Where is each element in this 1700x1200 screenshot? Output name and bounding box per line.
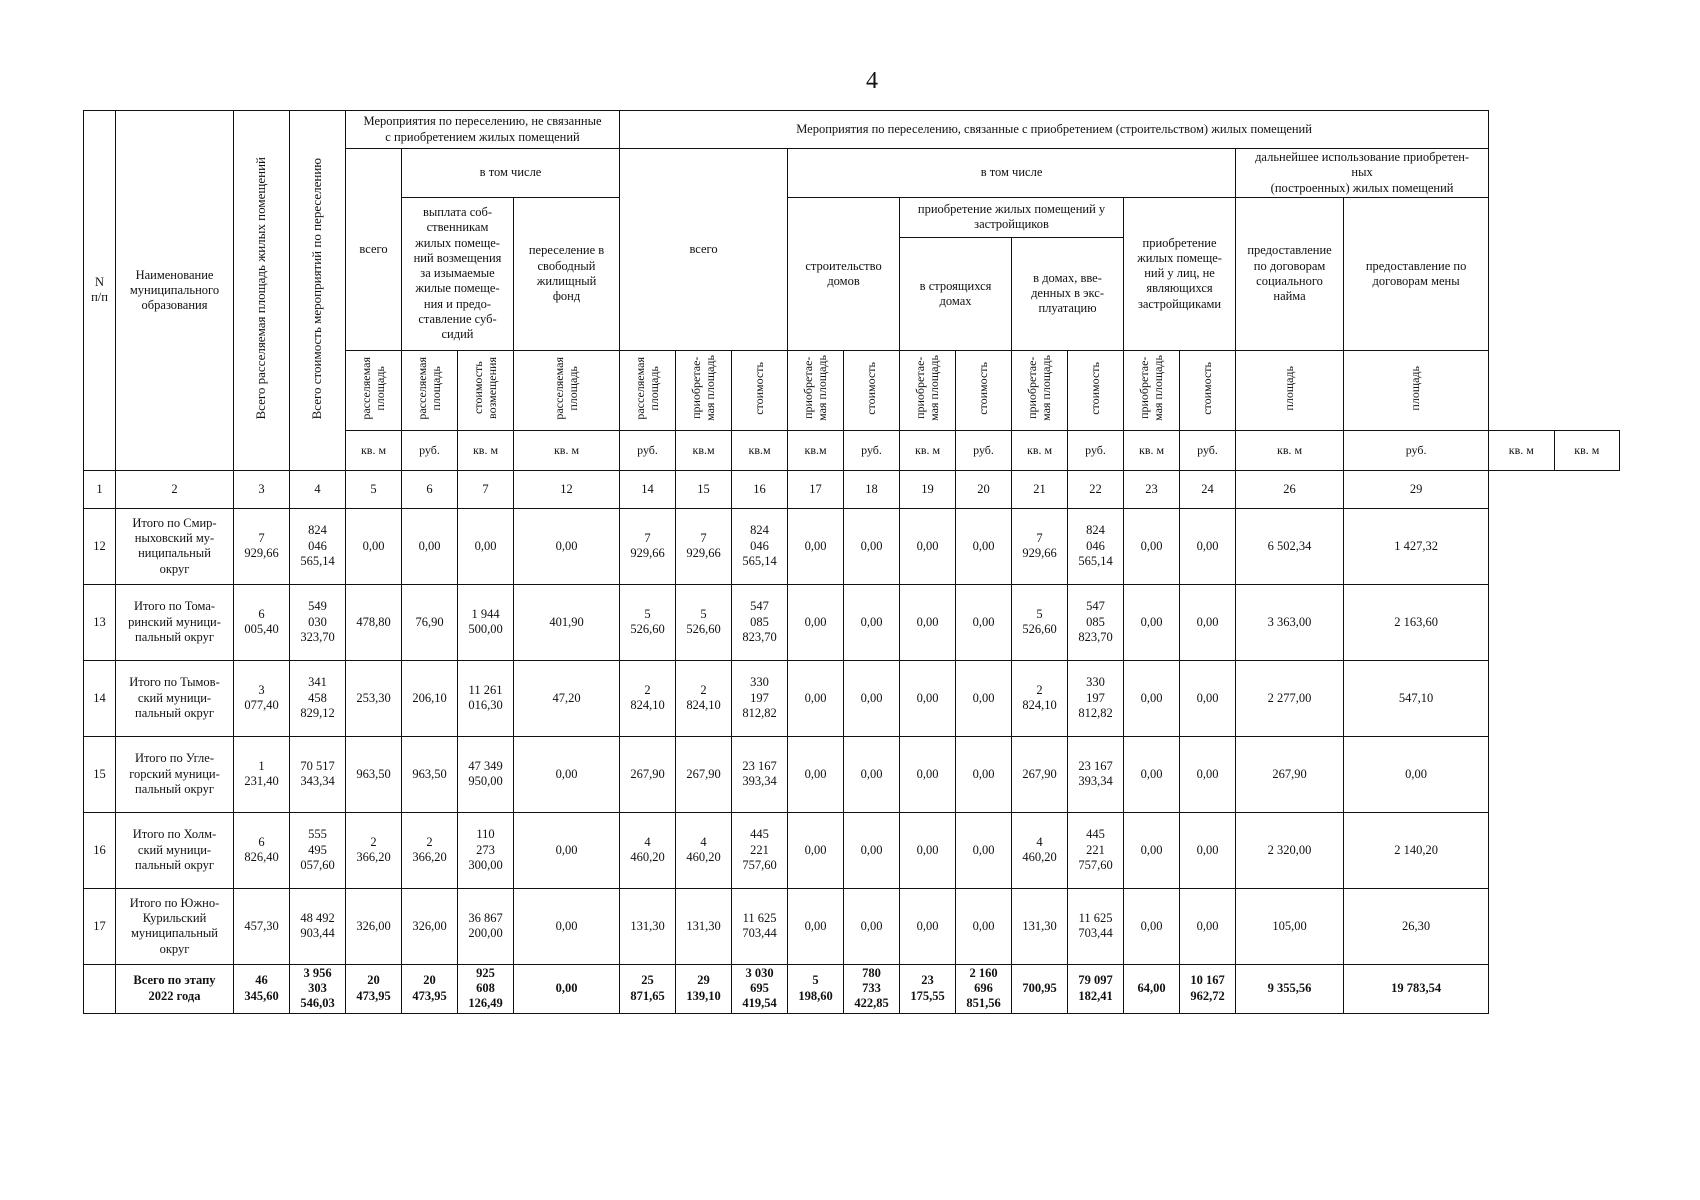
row-number: 13 [84, 584, 116, 660]
value-cell: 0,00 [1124, 584, 1180, 660]
value-cell: 4 460,20 [620, 812, 676, 888]
sub-area: площадь [1344, 350, 1489, 430]
column-number: 17 [788, 470, 844, 508]
value-cell: 2 824,10 [676, 660, 732, 736]
value-cell: 267,90 [676, 736, 732, 812]
value-cell: 0,00 [402, 508, 458, 584]
header-free-fund: переселение в свободный жилищный фонд [514, 197, 620, 350]
value-cell: 963,50 [402, 736, 458, 812]
value-cell: 0,00 [1180, 584, 1236, 660]
sub-cost: стоимость [1180, 350, 1236, 430]
table-row [84, 736, 1620, 812]
value-cell: 23 167 393,34 [732, 736, 788, 812]
table-row [84, 508, 1620, 584]
column-number: 22 [1068, 470, 1124, 508]
value-cell: 131,30 [620, 888, 676, 964]
value-cell: 0,00 [900, 888, 956, 964]
value-cell: 925 608 126,49 [458, 964, 514, 1013]
sub-compensation-cost: стоимость возмещения [458, 350, 514, 430]
value-cell: 0,00 [900, 812, 956, 888]
value-cell: 206,10 [402, 660, 458, 736]
value-cell: 401,90 [514, 584, 620, 660]
sub-cost: стоимость [956, 350, 1012, 430]
value-cell: 23 167 393,34 [1068, 736, 1124, 812]
column-number: 1 [84, 470, 116, 508]
value-cell: 19 783,54 [1344, 964, 1489, 1013]
value-cell: 3 030 695 419,54 [732, 964, 788, 1013]
value-cell: 5 526,60 [676, 584, 732, 660]
unit-cell: кв. м [458, 430, 514, 470]
row-number: 12 [84, 508, 116, 584]
value-cell: 457,30 [234, 888, 290, 964]
value-cell: 267,90 [620, 736, 676, 812]
value-cell: 824 046 565,14 [1068, 508, 1124, 584]
value-cell: 0,00 [844, 888, 900, 964]
value-cell: 11 625 703,44 [1068, 888, 1124, 964]
value-cell: 0,00 [844, 660, 900, 736]
value-cell: 341 458 829,12 [290, 660, 346, 736]
municipality-name: Всего по этапу 2022 года [116, 964, 234, 1013]
municipality-name: Итого по Южно- Курильский муниципальный округ [116, 888, 234, 964]
value-cell: 2 366,20 [402, 812, 458, 888]
column-number: 21 [1012, 470, 1068, 508]
sub-acquired-area: приобретае- мая площадь [788, 350, 844, 430]
header-further-use: дальнейшее использование приобретен- ных (построенных) жилых помещений [1236, 149, 1489, 198]
header-payment: выплата соб- ственникам жилых помеще- ний возмещения за изымаемые жилые помеще- ния и предо- ставление суб- сидий [402, 197, 514, 350]
value-cell: 2 140,20 [1344, 812, 1489, 888]
value-cell: 0,00 [514, 888, 620, 964]
sub-acquired-area: приобретае- мая площадь [900, 350, 956, 430]
value-cell: 445 221 757,60 [732, 812, 788, 888]
value-cell: 64,00 [1124, 964, 1180, 1013]
value-cell: 0,00 [514, 812, 620, 888]
unit-cell: руб. [402, 430, 458, 470]
value-cell: 2 320,00 [1236, 812, 1344, 888]
unit-cell: руб. [844, 430, 900, 470]
value-cell: 0,00 [956, 584, 1012, 660]
value-cell: 0,00 [844, 584, 900, 660]
value-cell: 824 046 565,14 [732, 508, 788, 584]
value-cell: 11 261 016,30 [458, 660, 514, 736]
value-cell: 11 625 703,44 [732, 888, 788, 964]
sub-resettled-area: расселяемая площадь [620, 350, 676, 430]
value-cell: 29 139,10 [676, 964, 732, 1013]
header-incl-acq: в том числе [788, 149, 1236, 198]
value-cell: 110 273 300,00 [458, 812, 514, 888]
value-cell: 549 030 323,70 [290, 584, 346, 660]
value-cell: 0,00 [514, 736, 620, 812]
value-cell: 0,00 [1180, 888, 1236, 964]
sub-resettled-area: расселяемая площадь [514, 350, 620, 430]
value-cell: 478,80 [346, 584, 402, 660]
value-cell: 76,90 [402, 584, 458, 660]
header-total-cost: Всего стоимость мероприятий по переселению [290, 111, 346, 471]
value-cell: 1 944 500,00 [458, 584, 514, 660]
value-cell: 0,00 [788, 812, 844, 888]
value-cell: 0,00 [346, 508, 402, 584]
municipality-name: Итого по Тымов- ский муници- пальный округ [116, 660, 234, 736]
sub-acquired-area: приобретае- мая площадь [676, 350, 732, 430]
header-under-construction: в строящихся домах [900, 237, 1012, 350]
value-cell: 326,00 [402, 888, 458, 964]
value-cell: 0,00 [844, 508, 900, 584]
unit-cell: кв. м [1012, 430, 1068, 470]
header-from-developers: приобретение жилых помещений у застройщиков [900, 197, 1124, 237]
value-cell: 0,00 [956, 508, 1012, 584]
row-number: 15 [84, 736, 116, 812]
value-cell: 0,00 [1124, 736, 1180, 812]
header-np: N п/п [84, 111, 116, 471]
value-cell: 0,00 [1180, 660, 1236, 736]
column-number: 23 [1124, 470, 1180, 508]
value-cell: 7 929,66 [1012, 508, 1068, 584]
page-number: 4 [866, 68, 878, 94]
column-number: 15 [676, 470, 732, 508]
unit-cell: кв. м [1554, 430, 1619, 470]
column-number: 5 [346, 470, 402, 508]
value-cell: 3 363,00 [1236, 584, 1344, 660]
value-cell: 0,00 [956, 736, 1012, 812]
sub-cost: стоимость [1068, 350, 1124, 430]
value-cell: 7 929,66 [234, 508, 290, 584]
unit-cell: кв. м [514, 430, 620, 470]
value-cell: 5 526,60 [620, 584, 676, 660]
column-number: 20 [956, 470, 1012, 508]
value-cell: 3 077,40 [234, 660, 290, 736]
value-cell: 0,00 [514, 964, 620, 1013]
unit-cell: кв. м [346, 430, 402, 470]
value-cell: 4 460,20 [676, 812, 732, 888]
header-incl-na: в том числе [402, 149, 620, 198]
sub-resettled-area: расселяемая площадь [402, 350, 458, 430]
value-cell: 48 492 903,44 [290, 888, 346, 964]
column-number: 16 [732, 470, 788, 508]
value-cell: 0,00 [956, 888, 1012, 964]
value-cell: 253,30 [346, 660, 402, 736]
row-number [84, 964, 116, 1013]
unit-cell: руб. [1180, 430, 1236, 470]
value-cell: 326,00 [346, 888, 402, 964]
value-cell: 824 046 565,14 [290, 508, 346, 584]
municipality-name: Итого по Угле- горский муници- пальный округ [116, 736, 234, 812]
value-cell: 700,95 [1012, 964, 1068, 1013]
value-cell: 25 871,65 [620, 964, 676, 1013]
unit-cell: кв. м [900, 430, 956, 470]
sub-cost: стоимость [732, 350, 788, 430]
value-cell: 5 526,60 [1012, 584, 1068, 660]
row-number: 16 [84, 812, 116, 888]
value-cell: 0,00 [788, 508, 844, 584]
value-cell: 0,00 [1180, 812, 1236, 888]
unit-cell: руб. [956, 430, 1012, 470]
value-cell: 6 502,34 [1236, 508, 1344, 584]
header-total-na: всего [346, 149, 402, 351]
header-group-acquisition: Мероприятия по переселению, связанные с приобретением (строительством) жилых помещений [620, 111, 1489, 149]
column-number: 18 [844, 470, 900, 508]
sub-resettled-area: расселяемая площадь [346, 350, 402, 430]
value-cell: 2 163,60 [1344, 584, 1489, 660]
header-social: предоставление по договорам социального найма [1236, 197, 1344, 350]
value-cell: 4 460,20 [1012, 812, 1068, 888]
value-cell: 963,50 [346, 736, 402, 812]
column-number: 7 [458, 470, 514, 508]
value-cell: 5 198,60 [788, 964, 844, 1013]
value-cell: 47,20 [514, 660, 620, 736]
value-cell: 0,00 [844, 736, 900, 812]
value-cell: 3 956 303 546,03 [290, 964, 346, 1013]
value-cell: 26,30 [1344, 888, 1489, 964]
sub-acquired-area: приобретае- мая площадь [1124, 350, 1180, 430]
value-cell: 2 366,20 [346, 812, 402, 888]
value-cell: 0,00 [1124, 660, 1180, 736]
value-cell: 70 517 343,34 [290, 736, 346, 812]
value-cell: 1 427,32 [1344, 508, 1489, 584]
value-cell: 330 197 812,82 [732, 660, 788, 736]
municipality-name: Итого по Смир- ныховский му- ниципальный округ [116, 508, 234, 584]
value-cell: 131,30 [676, 888, 732, 964]
municipality-name: Итого по Тома- ринский муници- пальный округ [116, 584, 234, 660]
sub-acquired-area: приобретае- мая площадь [1012, 350, 1068, 430]
value-cell: 0,00 [788, 888, 844, 964]
value-cell: 330 197 812,82 [1068, 660, 1124, 736]
value-cell: 0,00 [956, 660, 1012, 736]
table-row [84, 812, 1620, 888]
row-number: 17 [84, 888, 116, 964]
value-cell: 1 231,40 [234, 736, 290, 812]
unit-cell: кв.м [732, 430, 788, 470]
unit-cell: кв. м [1489, 430, 1554, 470]
header-total-area: Всего расселяемая площадь жилых помещений [234, 111, 290, 471]
value-cell: 0,00 [1124, 888, 1180, 964]
unit-cell: кв. м [1236, 430, 1344, 470]
value-cell: 267,90 [1236, 736, 1344, 812]
value-cell: 6 005,40 [234, 584, 290, 660]
column-number: 19 [900, 470, 956, 508]
value-cell: 555 495 057,60 [290, 812, 346, 888]
value-cell: 7 929,66 [620, 508, 676, 584]
value-cell: 0,00 [514, 508, 620, 584]
value-cell: 0,00 [1344, 736, 1489, 812]
value-cell: 0,00 [956, 812, 1012, 888]
column-number: 24 [1180, 470, 1236, 508]
value-cell: 36 867 200,00 [458, 888, 514, 964]
value-cell: 6 826,40 [234, 812, 290, 888]
value-cell: 2 824,10 [620, 660, 676, 736]
value-cell: 9 355,56 [1236, 964, 1344, 1013]
column-number: 12 [514, 470, 620, 508]
value-cell: 20 473,95 [402, 964, 458, 1013]
row-number: 14 [84, 660, 116, 736]
column-number: 14 [620, 470, 676, 508]
value-cell: 0,00 [1124, 812, 1180, 888]
value-cell: 131,30 [1012, 888, 1068, 964]
value-cell: 780 733 422,85 [844, 964, 900, 1013]
column-number: 3 [234, 470, 290, 508]
column-number: 2 [116, 470, 234, 508]
value-cell: 47 349 950,00 [458, 736, 514, 812]
header-name: Наименование муниципального образования [116, 111, 234, 471]
value-cell: 547 085 823,70 [732, 584, 788, 660]
value-cell: 0,00 [900, 584, 956, 660]
unit-cell: кв.м [788, 430, 844, 470]
value-cell: 46 345,60 [234, 964, 290, 1013]
value-cell: 0,00 [788, 660, 844, 736]
unit-cell: кв. м [1124, 430, 1180, 470]
header-commissioned: в домах, вве- денных в экс- плуатацию [1012, 237, 1124, 350]
value-cell: 2 824,10 [1012, 660, 1068, 736]
value-cell: 0,00 [458, 508, 514, 584]
header-construction: строительство домов [788, 197, 900, 350]
table-row [84, 888, 1620, 964]
column-number: 29 [1344, 470, 1489, 508]
unit-cell: кв.м [676, 430, 732, 470]
value-cell: 547 085 823,70 [1068, 584, 1124, 660]
unit-cell: руб. [620, 430, 676, 470]
value-cell: 79 097 182,41 [1068, 964, 1124, 1013]
value-cell: 0,00 [788, 584, 844, 660]
resettlement-table [83, 110, 1620, 1014]
table-row [84, 584, 1620, 660]
value-cell: 2 277,00 [1236, 660, 1344, 736]
column-number: 6 [402, 470, 458, 508]
value-cell: 0,00 [844, 812, 900, 888]
header-total-acq: всего [620, 149, 788, 351]
unit-cell: руб. [1068, 430, 1124, 470]
value-cell: 0,00 [900, 736, 956, 812]
header-non-developers: приобретение жилых помеще- ний у лиц, не являющихся застройщиками [1124, 197, 1236, 350]
value-cell: 2 160 696 851,56 [956, 964, 1012, 1013]
column-number: 4 [290, 470, 346, 508]
value-cell: 445 221 757,60 [1068, 812, 1124, 888]
table-row [84, 660, 1620, 736]
municipality-name: Итого по Холм- ский муници- пальный округ [116, 812, 234, 888]
sub-area: площадь [1236, 350, 1344, 430]
value-cell: 0,00 [900, 508, 956, 584]
total-row [84, 964, 1620, 1013]
unit-cell: руб. [1344, 430, 1489, 470]
value-cell: 105,00 [1236, 888, 1344, 964]
header-group-not-acquisition: Мероприятия по переселению, не связанные с приобретением жилых помещений [346, 111, 620, 149]
sub-cost: стоимость [844, 350, 900, 430]
value-cell: 0,00 [788, 736, 844, 812]
value-cell: 0,00 [900, 660, 956, 736]
value-cell: 0,00 [1124, 508, 1180, 584]
column-number: 26 [1236, 470, 1344, 508]
value-cell: 7 929,66 [676, 508, 732, 584]
value-cell: 0,00 [1180, 736, 1236, 812]
value-cell: 20 473,95 [346, 964, 402, 1013]
header-exchange: предоставление по договорам мены [1344, 197, 1489, 350]
value-cell: 23 175,55 [900, 964, 956, 1013]
value-cell: 267,90 [1012, 736, 1068, 812]
value-cell: 10 167 962,72 [1180, 964, 1236, 1013]
value-cell: 547,10 [1344, 660, 1489, 736]
value-cell: 0,00 [1180, 508, 1236, 584]
column-numbers-row [84, 470, 1620, 508]
